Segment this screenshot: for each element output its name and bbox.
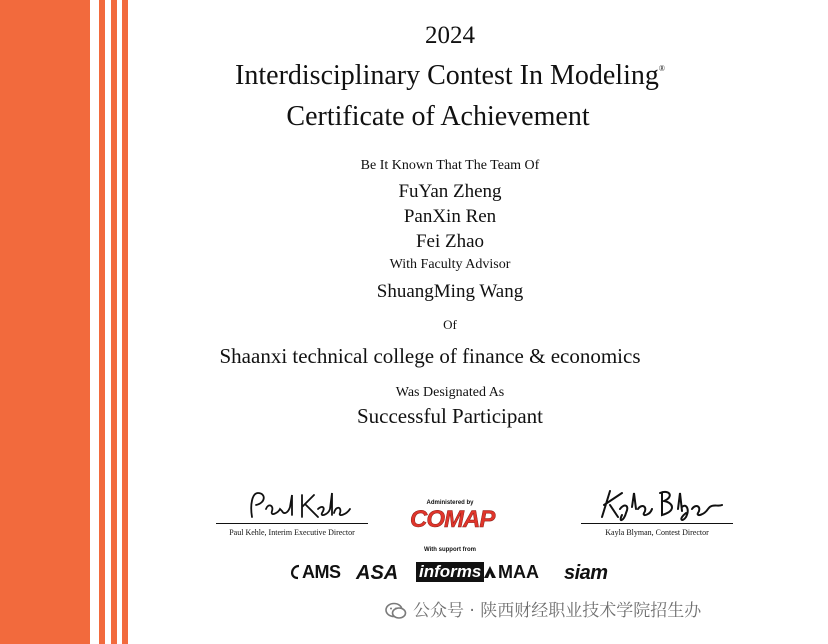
- signature-block-right: [577, 487, 737, 537]
- advisor-label: With Faculty Advisor: [389, 257, 511, 272]
- signer-name: Paul Kehle, Interim Executive Director: [229, 528, 355, 537]
- stripe-thin: [122, 0, 128, 644]
- team-member: PanXin Ren: [403, 206, 497, 227]
- stripe-thin: [99, 0, 105, 644]
- contest-title: [130, 60, 770, 92]
- award-name: Successful Participant: [356, 404, 544, 428]
- team-member: FuYan Zheng: [398, 181, 502, 202]
- wechat-search-icon: [385, 602, 407, 620]
- registered-mark: ®: [658, 64, 665, 73]
- asa-logo: ASA: [356, 562, 399, 584]
- comap-block: [410, 500, 495, 534]
- of-label: Of: [443, 317, 457, 332]
- contest-name: Interdisciplinary Contest In Modeling: [235, 60, 659, 91]
- ams-swirl-icon: [288, 564, 302, 580]
- signature-image: [222, 487, 362, 523]
- signature-block-left: [212, 487, 372, 537]
- certificate-year: 2024: [425, 22, 475, 49]
- designated-label: Was Designated As: [395, 385, 505, 400]
- administered-by-label: Administered by: [426, 500, 474, 506]
- comap-logo: COMAP: [410, 506, 495, 533]
- decorative-stripes: [0, 0, 140, 644]
- stripe-wide: [0, 0, 90, 644]
- ams-logo: AMS: [288, 562, 341, 583]
- intro-text: Be It Known That The Team Of: [360, 158, 540, 173]
- stripe-thin: [111, 0, 117, 644]
- certificate-title: Certificate of Achievement: [286, 101, 590, 132]
- signer-name: Kayla Blyman, Contest Director: [605, 528, 709, 537]
- wechat-watermark: [385, 596, 701, 624]
- signature-image: [582, 487, 732, 523]
- informs-logo: informs: [416, 562, 484, 582]
- team-member: Fei Zhao: [415, 231, 485, 252]
- signature-line: [216, 523, 368, 524]
- signature-line: [581, 523, 733, 524]
- watermark-text: 公众号 · 陕西财经职业技术学院招生办: [413, 601, 702, 621]
- siam-logo: siam: [564, 562, 608, 584]
- advisor-name: ShuangMing Wang: [376, 281, 524, 302]
- maa-emblem-icon: [482, 564, 498, 580]
- institution-name: Shaanxi technical college of finance & economics: [219, 344, 641, 368]
- maa-logo: MAA: [482, 562, 539, 583]
- support-label: With support from: [424, 547, 476, 553]
